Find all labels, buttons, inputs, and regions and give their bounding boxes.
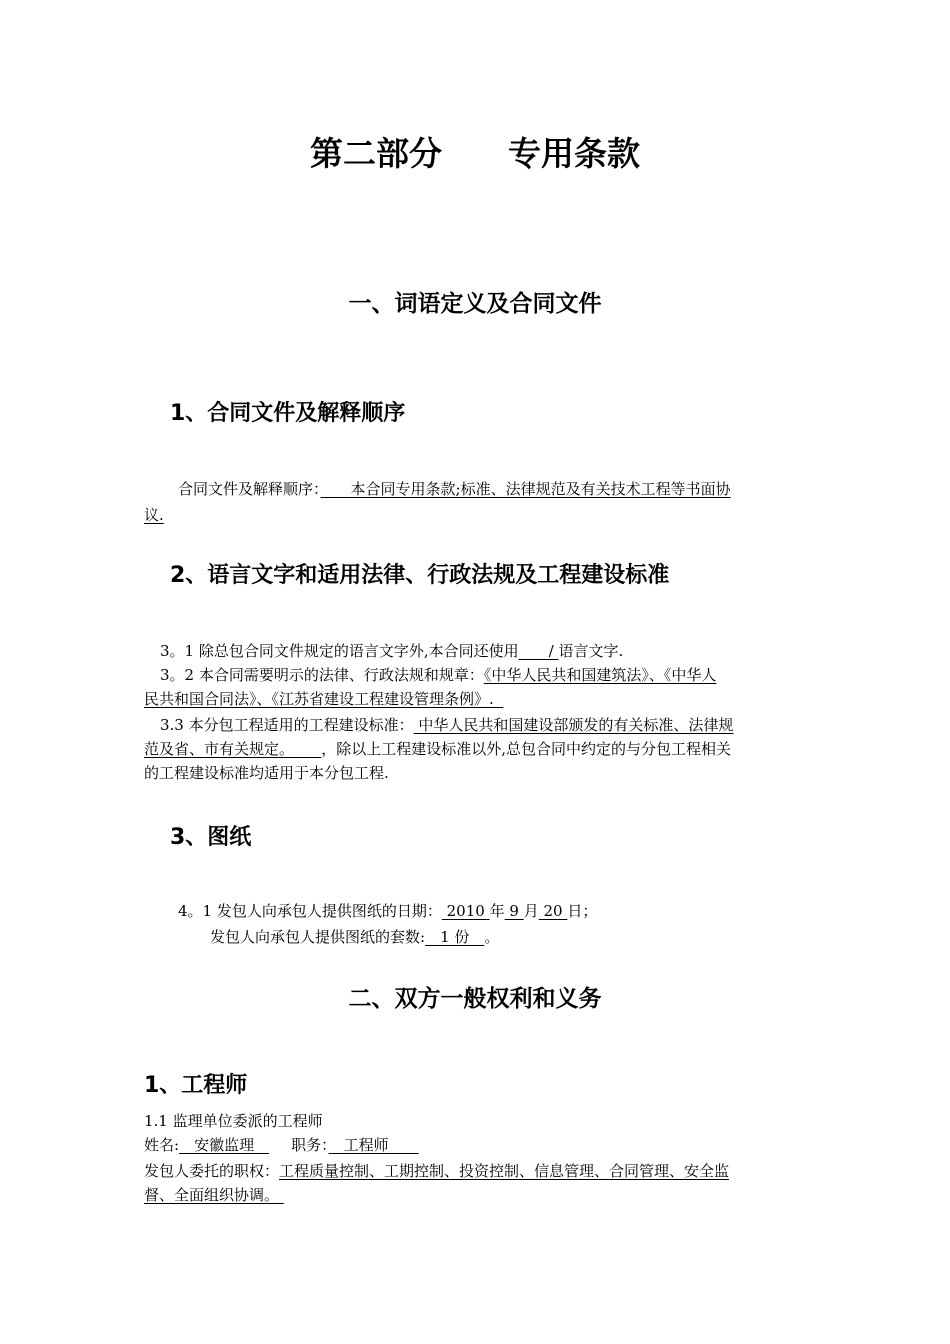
- drawings-date-label: 4。1 发包人向承包人提供图纸的日期：: [178, 902, 442, 920]
- clause-3-1-suffix: 语言文字.: [558, 642, 624, 660]
- contract-order-label: 合同文件及解释顺序：: [178, 480, 321, 498]
- clause-3-2-text: 3。2 本合同需要明示的法律、行政法规和规章：: [160, 666, 484, 684]
- clause-heading-contract-documents: 1、合同文件及解释顺序: [170, 401, 406, 426]
- drawings-sets-label: 发包人向承包人提供图纸的套数:: [210, 928, 426, 946]
- clause-heading-drawings: 3、图纸: [170, 825, 252, 850]
- month-unit: 月: [523, 902, 539, 920]
- authority-line1: [144, 1160, 729, 1182]
- contract-order-line1: [178, 478, 731, 500]
- drawings-year: 2010: [441, 902, 490, 920]
- authority-label: 发包人委托的职权：: [144, 1162, 280, 1180]
- page-title: 第二部分 专用条款: [310, 134, 640, 173]
- clause-3-1-text: 3。1 除总包合同文件规定的语言文字外,本合同还使用: [160, 642, 519, 660]
- day-unit: 日；: [567, 902, 598, 920]
- position-label: 职务：: [291, 1136, 329, 1154]
- clause-3-1: [160, 640, 623, 662]
- clause-3-3-text: 3.3 本分包工程适用的工程建设标准：: [160, 716, 414, 734]
- authority-value-cont: 督、全面组织协调。: [144, 1186, 284, 1204]
- clause-3-3-line1: [160, 714, 733, 736]
- authority-line2: [144, 1184, 284, 1206]
- standards-value-cont: 范及省、市有关规定。: [144, 740, 322, 758]
- extra-language-value: /: [518, 642, 559, 660]
- clause-4-1: [178, 900, 597, 922]
- laws-value: 《中华人民共和国建筑法》、《中华人: [483, 666, 717, 684]
- name-label: 姓名:: [144, 1136, 180, 1154]
- standards-value: 中华人民共和国建设部颁发的有关标准、法律规: [413, 716, 734, 734]
- clause-heading-engineer: 1、工程师: [144, 1073, 248, 1098]
- contract-order-value-cont: 议.: [144, 506, 164, 524]
- year-unit: 年: [489, 902, 505, 920]
- section-heading-rights-obligations: 二、双方一般权利和义务: [348, 986, 602, 1012]
- clause-1-1: 1.1 监理单位委派的工程师: [144, 1112, 323, 1130]
- clause-heading-language-law: 2、语言文字和适用法律、行政法规及工程建设标准: [170, 563, 670, 588]
- contract-order-line2: [144, 504, 164, 526]
- engineer-name-line: [144, 1134, 419, 1156]
- section-heading-definitions: 一、词语定义及合同文件: [348, 291, 602, 317]
- drawings-month: 9: [504, 902, 524, 920]
- authority-value: 工程质量控制、工期控制、投资控制、信息管理、合同管理、安全监: [279, 1162, 730, 1180]
- contract-order-value: 本合同专用条款;标准、法律规范及有关技术工程等书面协: [320, 480, 731, 498]
- laws-value-cont: 民共和国合同法》、《江苏省建设工程建设管理条例》.: [144, 690, 504, 708]
- clause-3-3-line3: 的工程建设标准均适用于本分包工程.: [144, 764, 389, 782]
- engineer-position-value: 工程师: [328, 1136, 419, 1154]
- drawings-sets-value: 1 份: [425, 928, 485, 946]
- engineer-name-value: 安徽监理: [179, 1136, 270, 1154]
- drawings-day: 20: [538, 902, 568, 920]
- clause-3-3-cont: ，除以上工程建设标准以外,总包合同中约定的与分包工程相关: [321, 740, 732, 758]
- drawings-sets-line: [210, 926, 499, 948]
- drawings-sets-suffix: 。: [484, 928, 500, 946]
- clause-3-3-line2: [144, 738, 731, 760]
- clause-3-2-line2: [144, 688, 503, 710]
- clause-3-2-line1: [160, 664, 716, 686]
